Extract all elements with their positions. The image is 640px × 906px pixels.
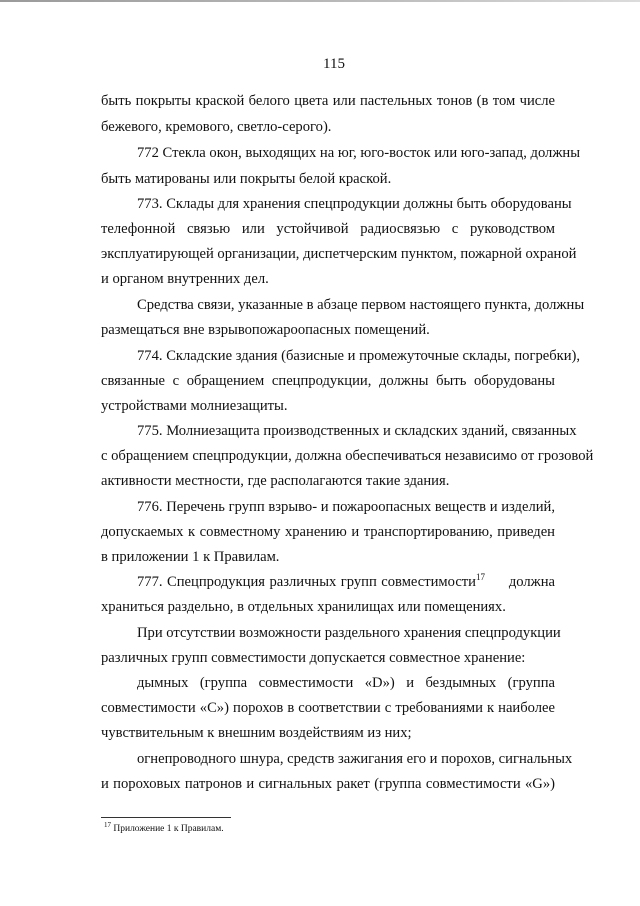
text-line: в приложении 1 к Правилам. [101,549,280,565]
text-line: 774. Складские здания (базисные и промежуточные склады, погребки), [137,348,581,364]
text-line: 775. Молниезащита производственных и складских зданий, связанных [137,423,577,439]
text-line: 772 Стекла окон, выходящих на юг, юго-восток или юго-запад, должны [137,145,581,161]
text-line: 773. Склады для хранения спецпродукции должны быть оборудованы [137,196,572,212]
text-line: Средства связи, указанные в абзаце первом настоящего пункта, должны [137,297,585,313]
text-line: активности местности, где располагаются такие здания. [101,473,450,489]
text-span [137,572,485,592]
footnote-text: Приложение 1 к Правилам. [113,824,224,834]
text-line: быть покрыты краской белого цвета или пастельных тонов (в том числе [101,93,555,109]
text-line: устройствами молниезащиты. [101,398,288,414]
text-line: чувствительным к внешним воздействиям из них; [101,725,412,741]
text-line: При отсутствии возможности раздельного хранения спецпродукции [137,625,561,641]
text-line: 776. Перечень групп взрыво- и пожароопасных веществ и изделий, [137,499,555,515]
footnote [104,822,224,836]
text-line: быть матированы или покрыты белой краской. [101,171,392,187]
text-line: связанные с обращением спецпродукции, должны быть оборудованы [101,373,555,389]
text-line: размещаться вне взрывопожароопасных помещений. [101,322,430,338]
text-line: совместимости «С») порохов в соответствии с требованиями к наиболее [101,700,555,716]
text-line: с обращением спецпродукции, должна обеспечиваться независимо от грозовой [101,448,594,464]
text-line: бежевого, кремового, светло-серого). [101,119,332,135]
scan-edge [0,0,640,2]
text-line: храниться раздельно, в отдельных хранилищах или помещениях. [101,599,506,615]
text-line: и органом внутренних дел. [101,271,269,287]
footnote-ref: 17 [476,572,485,583]
text-line: допускаемых к совместному хранению и транспортированию, приведен [101,524,555,540]
text-fragment: 777. Спецпродукция различных групп совместимости [137,574,476,590]
text-line: огнепроводного шнура, средств зажигания его и порохов, сигнальных [137,751,573,767]
text-line-with-footnote-ref [137,572,555,592]
page-number: 115 [323,56,345,72]
footnote-divider [101,817,231,818]
text-line: и пороховых патронов и сигнальных ракет (группа совместимости «G») [101,776,555,792]
footnote-mark: 17 [104,820,111,829]
text-fragment: должна [508,574,555,590]
text-line: эксплуатирующей организации, диспетчерским пунктом, пожарной охраной [101,246,577,262]
text-line: телефонной связью или устойчивой радиосвязью с руководством [101,221,555,237]
text-line: дымных (группа совместимости «D») и бездымных (группа [137,675,555,691]
text-line: различных групп совместимости допускается совместное хранение: [101,650,526,666]
